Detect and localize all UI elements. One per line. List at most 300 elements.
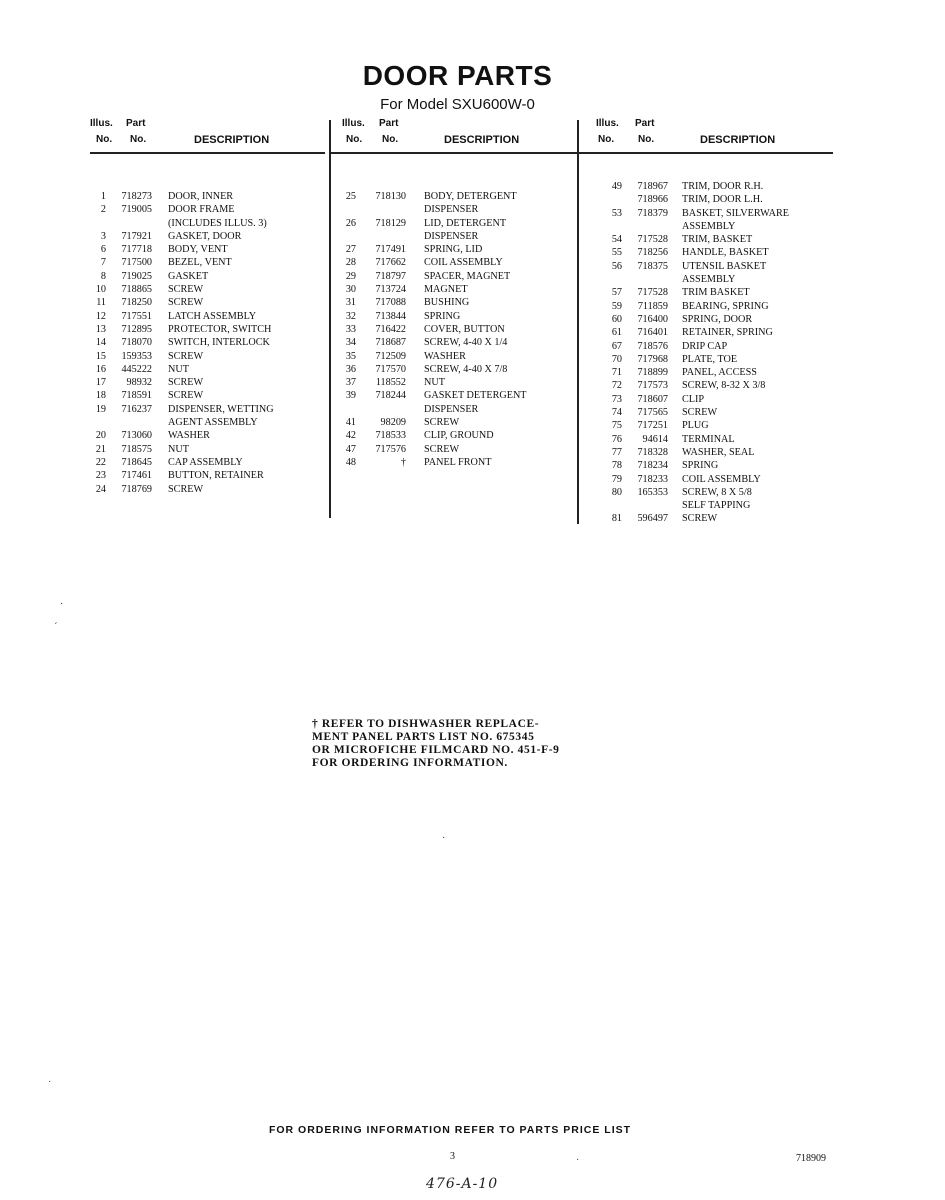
part-description: SPACER, MAGNET: [424, 270, 511, 282]
part-number: 716400: [637, 313, 668, 325]
part-number: 98209: [380, 417, 406, 429]
part-number: †: [400, 456, 406, 468]
part-description: MAGNET: [424, 284, 468, 296]
header-part: Part: [126, 118, 146, 129]
part-description: SCREW: [168, 350, 204, 362]
part-number: 718244: [375, 390, 406, 402]
part-description: COVER, BUTTON: [424, 323, 505, 335]
part-number: 718899: [637, 367, 668, 379]
illus-number: 35: [345, 350, 356, 362]
part-description: TERMINAL: [682, 433, 735, 445]
part-number: 718607: [637, 393, 668, 405]
parts-row: [578, 434, 833, 447]
part-number: 717718: [121, 244, 152, 256]
parts-row: [90, 297, 325, 310]
parts-row: [90, 470, 325, 483]
part-description: SCREW, 8-32 X 3/8: [682, 380, 766, 392]
parts-row: [90, 484, 325, 497]
illus-number: 19: [95, 403, 106, 415]
part-description: SCREW: [682, 407, 718, 419]
illus-number: 1: [100, 191, 106, 202]
illus-number: 59: [611, 300, 622, 312]
header-part-no: No.: [130, 134, 147, 145]
parts-row: [330, 311, 578, 324]
handwritten-annotation: 476-A-10: [426, 1176, 499, 1192]
header-description: DESCRIPTION: [700, 134, 776, 146]
parts-row: [90, 390, 325, 403]
part-description: SCREW: [424, 417, 460, 429]
part-number: 718687: [375, 337, 406, 349]
illus-number: 14: [95, 337, 106, 349]
part-description: SWITCH, INTERLOCK: [168, 337, 270, 349]
parts-row: [90, 457, 325, 470]
illus-number: 47: [345, 443, 356, 455]
part-number: 717528: [637, 234, 668, 246]
part-description: PROTECTOR, SWITCH: [168, 323, 272, 335]
parts-row: [90, 364, 325, 377]
part-number: 712509: [375, 350, 406, 362]
parts-row: [578, 194, 833, 207]
illus-number: 30: [345, 284, 356, 296]
part-description: CLIP, GROUND: [424, 430, 494, 442]
illus-number: 10: [95, 284, 106, 296]
parts-row: [578, 261, 833, 274]
part-number: 717968: [637, 353, 668, 365]
parts-row: [578, 460, 833, 473]
part-description: SCREW: [682, 513, 718, 525]
part-number: 717573: [637, 380, 668, 392]
illus-number: 15: [95, 350, 106, 362]
illus-number: 6: [100, 244, 106, 256]
illus-number: 55: [611, 247, 622, 259]
part-description: SPRING: [682, 460, 719, 472]
illus-number: 41: [345, 417, 356, 429]
part-description: COIL ASSEMBLY: [424, 257, 503, 269]
parts-row: [578, 420, 833, 433]
part-number: 716401: [637, 327, 668, 339]
illus-number: 80: [611, 486, 622, 498]
part-number: 445222: [121, 363, 152, 375]
illus-number: 24: [95, 483, 106, 495]
part-number: 717491: [375, 244, 406, 256]
parts-row: [330, 191, 578, 204]
part-number: 718575: [121, 443, 152, 455]
part-description: RETAINER, SPRING: [682, 327, 773, 339]
parts-column-3: [578, 118, 833, 527]
parts-row: [578, 234, 833, 247]
part-description: DISPENSER: [424, 204, 479, 216]
part-number: 717565: [637, 407, 668, 419]
part-number: 718070: [121, 337, 152, 349]
part-description: (INCLUDES ILLUS. 3): [168, 217, 267, 229]
part-number: 718533: [375, 430, 406, 442]
part-number: 717570: [375, 363, 406, 375]
illus-number: 2: [100, 204, 106, 216]
part-description: GASKET, DOOR: [168, 230, 242, 242]
note-line: OR MICROFICHE FILMCARD NO. 451-F-9: [312, 744, 560, 756]
header-description: DESCRIPTION: [194, 134, 270, 146]
note-line: MENT PANEL PARTS LIST NO. 675345: [312, 731, 535, 743]
page-number: 3: [450, 1151, 455, 1162]
scan-speck: ˏ: [54, 614, 58, 625]
part-number: 717500: [121, 257, 152, 269]
illus-number: 75: [611, 420, 622, 432]
illus-number: 79: [611, 473, 622, 485]
illus-number: 29: [345, 270, 356, 282]
part-number: 717662: [375, 257, 406, 269]
part-number: 718865: [121, 284, 152, 296]
parts-row: [90, 191, 325, 204]
page-subtitle: For Model SXU600W-0: [380, 96, 535, 113]
part-description: DOOR FRAME: [168, 204, 235, 216]
part-description: SCREW: [168, 483, 204, 495]
illus-number: 12: [95, 310, 106, 322]
part-number: 718967: [637, 181, 668, 192]
part-number: 718328: [637, 446, 668, 458]
part-number: 718130: [375, 191, 406, 202]
part-description: SPRING: [424, 310, 461, 322]
illus-number: 22: [95, 456, 106, 468]
parts-row: [578, 354, 833, 367]
part-number: 718375: [637, 260, 668, 272]
part-number: 718966: [637, 194, 668, 206]
part-description: WASHER: [168, 430, 210, 442]
part-number: 719025: [121, 270, 152, 282]
parts-row: [330, 377, 578, 390]
part-description: DRIP CAP: [682, 340, 728, 352]
parts-row: [578, 287, 833, 300]
header-illus-no: No.: [346, 134, 363, 145]
header-part: Part: [379, 118, 399, 129]
header-description: DESCRIPTION: [444, 134, 520, 146]
parts-row: [330, 430, 578, 443]
part-number: 717251: [637, 420, 668, 432]
part-number: 713060: [121, 430, 152, 442]
header-part-no: No.: [382, 134, 399, 145]
part-description: SCREW: [424, 443, 460, 455]
part-number: 718797: [375, 270, 406, 282]
part-description: PLUG: [682, 420, 709, 432]
illus-number: 73: [611, 393, 622, 405]
part-description: WASHER: [424, 350, 466, 362]
part-number: 94614: [642, 433, 668, 445]
part-description: CLIP: [682, 393, 705, 405]
parts-row: [578, 327, 833, 340]
part-description: LID, DETERGENT: [424, 217, 507, 229]
scan-speck: ·: [48, 1076, 52, 1087]
illus-number: 71: [611, 367, 622, 379]
illus-number: 13: [95, 323, 106, 335]
part-description: SPRING, LID: [424, 244, 483, 256]
parts-row: [330, 271, 578, 284]
illus-number: 61: [611, 327, 622, 339]
part-number: 718645: [121, 456, 152, 468]
header-illus: Illus.: [342, 118, 365, 129]
part-number: 718379: [637, 207, 668, 219]
document-number: 718909: [796, 1153, 826, 1164]
part-number: 718250: [121, 297, 152, 309]
illus-number: 77: [611, 446, 622, 458]
parts-row: [330, 231, 578, 244]
illus-number: 26: [345, 217, 356, 229]
part-number: 596497: [637, 513, 668, 525]
header-illus: Illus.: [596, 118, 619, 129]
illus-number: 16: [95, 363, 106, 375]
part-number: 716422: [375, 323, 406, 335]
parts-row: [330, 297, 578, 310]
parts-list: [578, 181, 833, 527]
parts-row: [578, 394, 833, 407]
illus-number: 33: [345, 323, 356, 335]
part-description: NUT: [168, 363, 189, 375]
illus-number: 70: [611, 353, 622, 365]
part-description: DISPENSER: [424, 403, 479, 415]
part-description: SCREW, 4-40 X 7/8: [424, 363, 508, 375]
parts-row: [578, 314, 833, 327]
illus-number: 25: [345, 191, 356, 202]
parts-row: [578, 500, 833, 513]
part-number: 718234: [637, 460, 668, 472]
part-description: SELF TAPPING: [682, 500, 751, 512]
illus-number: 18: [95, 390, 106, 402]
illus-number: 74: [611, 407, 622, 419]
part-number: 717921: [121, 230, 152, 242]
illus-number: 53: [611, 207, 622, 219]
parts-row: [330, 337, 578, 350]
parts-row: [330, 351, 578, 364]
part-description: DOOR, INNER: [168, 191, 234, 202]
illus-number: 34: [345, 337, 356, 349]
illus-number: 67: [611, 340, 622, 352]
part-description: BUSHING: [424, 297, 470, 309]
parts-row: [330, 444, 578, 457]
part-number: 717528: [637, 287, 668, 299]
parts-row: [578, 367, 833, 380]
part-description: PANEL, ACCESS: [682, 367, 757, 379]
part-description: GASKET: [168, 270, 209, 282]
header-part: Part: [635, 118, 655, 129]
illus-number: 11: [96, 297, 106, 309]
illus-number: 36: [345, 363, 356, 375]
parts-row: [90, 271, 325, 284]
illus-number: 28: [345, 257, 356, 269]
parts-row: [330, 284, 578, 297]
parts-row: [578, 208, 833, 221]
part-number: 711859: [637, 300, 668, 312]
part-description: LATCH ASSEMBLY: [168, 310, 257, 322]
part-description: SPRING, DOOR: [682, 313, 753, 325]
illus-number: 23: [95, 470, 106, 482]
part-description: SCREW: [168, 377, 204, 389]
parts-row: [90, 377, 325, 390]
scan-speck: ·: [60, 598, 64, 609]
part-number: 718233: [637, 473, 668, 485]
part-description: BODY, DETERGENT: [424, 191, 517, 202]
parts-row: [90, 204, 325, 217]
part-description: SCREW, 8 X 5/8: [682, 486, 752, 498]
parts-list: [330, 191, 578, 470]
header-illus: Illus.: [90, 118, 113, 129]
parts-row: [330, 417, 578, 430]
illus-number: 20: [95, 430, 106, 442]
parts-column-2: [330, 118, 578, 470]
parts-row: [330, 404, 578, 417]
part-number: 165353: [637, 486, 668, 498]
illus-number: 72: [611, 380, 622, 392]
illus-number: 54: [611, 234, 622, 246]
header-illus-no: No.: [598, 134, 615, 145]
part-number: 118552: [375, 377, 406, 389]
parts-row: [330, 244, 578, 257]
part-description: TRIM, BASKET: [682, 234, 753, 246]
parts-row: [578, 181, 833, 194]
parts-row: [578, 407, 833, 420]
parts-row: [90, 444, 325, 457]
part-description: BEARING, SPRING: [682, 300, 769, 312]
part-number: 98932: [126, 377, 152, 389]
illus-number: 39: [345, 390, 356, 402]
part-number: 716237: [121, 403, 152, 415]
header-part-no: No.: [638, 134, 655, 145]
parts-row: [90, 404, 325, 417]
illus-number: 3: [100, 230, 106, 242]
part-description: BEZEL, VENT: [168, 257, 232, 269]
parts-row: [90, 337, 325, 350]
part-number: 712895: [121, 323, 152, 335]
parts-row: [90, 324, 325, 337]
part-description: ASSEMBLY: [682, 220, 736, 232]
parts-row: [330, 390, 578, 403]
scan-speck: ·: [576, 1154, 580, 1165]
part-description: TRIM, DOOR L.H.: [682, 194, 763, 206]
part-number: 719005: [121, 204, 152, 216]
part-number: 717576: [375, 443, 406, 455]
parts-row: [90, 351, 325, 364]
note-line: † REFER TO DISHWASHER REPLACE-: [312, 718, 540, 730]
parts-row: [330, 204, 578, 217]
part-description: GASKET DETERGENT: [424, 390, 527, 402]
illus-number: 27: [345, 244, 356, 256]
parts-row: [330, 457, 578, 470]
parts-row: [90, 231, 325, 244]
column-header: [90, 118, 325, 154]
part-description: COIL ASSEMBLY: [682, 473, 761, 485]
parts-list: [90, 191, 325, 497]
illus-number: 21: [95, 443, 106, 455]
part-description: DISPENSER: [424, 230, 479, 242]
part-description: BASKET, SILVERWARE: [682, 207, 789, 219]
part-number: 718769: [121, 483, 152, 495]
illus-number: 32: [345, 310, 356, 322]
parts-row: [578, 247, 833, 260]
note-line: FOR ORDERING INFORMATION.: [312, 757, 508, 769]
part-number: 718591: [121, 390, 152, 402]
scan-speck: ·: [442, 832, 446, 843]
parts-row: [90, 311, 325, 324]
part-description: CAP ASSEMBLY: [168, 456, 243, 468]
illus-number: 42: [345, 430, 356, 442]
parts-column-1: [90, 118, 325, 497]
parts-row: [578, 341, 833, 354]
illus-number: 81: [611, 513, 622, 525]
parts-row: [578, 474, 833, 487]
illus-number: 57: [611, 287, 622, 299]
illus-number: 8: [100, 270, 106, 282]
illus-number: 37: [345, 377, 356, 389]
illus-number: 49: [611, 181, 622, 192]
parts-row: [90, 218, 325, 231]
parts-row: [90, 244, 325, 257]
part-number: 717461: [121, 470, 152, 482]
page-title: DOOR PARTS: [362, 60, 553, 91]
part-description: PANEL FRONT: [424, 456, 492, 468]
illus-number: 7: [100, 257, 106, 269]
part-description: SCREW: [168, 284, 204, 296]
part-number: 713844: [375, 310, 406, 322]
part-description: NUT: [168, 443, 189, 455]
part-number: 718576: [637, 340, 668, 352]
illus-number: 56: [611, 260, 622, 272]
part-description: TRIM, DOOR R.H.: [682, 181, 764, 192]
replacement-panel-note: [312, 718, 612, 770]
part-description: DISPENSER, WETTING: [168, 403, 274, 415]
part-description: WASHER, SEAL: [682, 446, 755, 458]
part-description: PLATE, TOE: [682, 353, 738, 365]
column-header: [330, 118, 578, 154]
parts-row: [90, 284, 325, 297]
illus-number: 17: [95, 377, 106, 389]
parts-row: [578, 513, 833, 526]
part-description: ASSEMBLY: [682, 274, 736, 286]
part-number: 717088: [375, 297, 406, 309]
part-number: 718273: [121, 191, 152, 202]
part-description: SCREW, 4-40 X 1/4: [424, 337, 508, 349]
parts-row: [578, 487, 833, 500]
parts-row: [578, 380, 833, 393]
parts-row: [90, 417, 325, 430]
header-illus-no: No.: [96, 134, 113, 145]
parts-row: [578, 274, 833, 287]
illus-number: 31: [345, 297, 356, 309]
illus-number: 78: [611, 460, 622, 472]
ordering-footer: FOR ORDERING INFORMATION REFER TO PARTS PRICE LIST: [268, 1124, 632, 1136]
illus-number: 48: [345, 456, 356, 468]
parts-row: [330, 218, 578, 231]
parts-row: [90, 430, 325, 443]
parts-row: [578, 221, 833, 234]
parts-row: [330, 257, 578, 270]
part-description: HANDLE, BASKET: [682, 247, 769, 259]
illus-number: 60: [611, 313, 622, 325]
part-description: TRIM BASKET: [682, 287, 750, 299]
parts-row: [90, 257, 325, 270]
part-description: AGENT ASSEMBLY: [168, 417, 258, 429]
part-description: NUT: [424, 377, 445, 389]
part-description: BUTTON, RETAINER: [168, 470, 264, 482]
illus-number: 76: [611, 433, 622, 445]
part-number: 718129: [375, 217, 406, 229]
part-description: SCREW: [168, 390, 204, 402]
part-number: 159353: [121, 350, 152, 362]
part-number: 717551: [121, 310, 152, 322]
parts-row: [578, 447, 833, 460]
part-description: BODY, VENT: [168, 244, 228, 256]
parts-row: [330, 364, 578, 377]
part-description: SCREW: [168, 297, 204, 309]
column-header: [578, 118, 833, 154]
part-number: 718256: [637, 247, 668, 259]
parts-row: [330, 324, 578, 337]
